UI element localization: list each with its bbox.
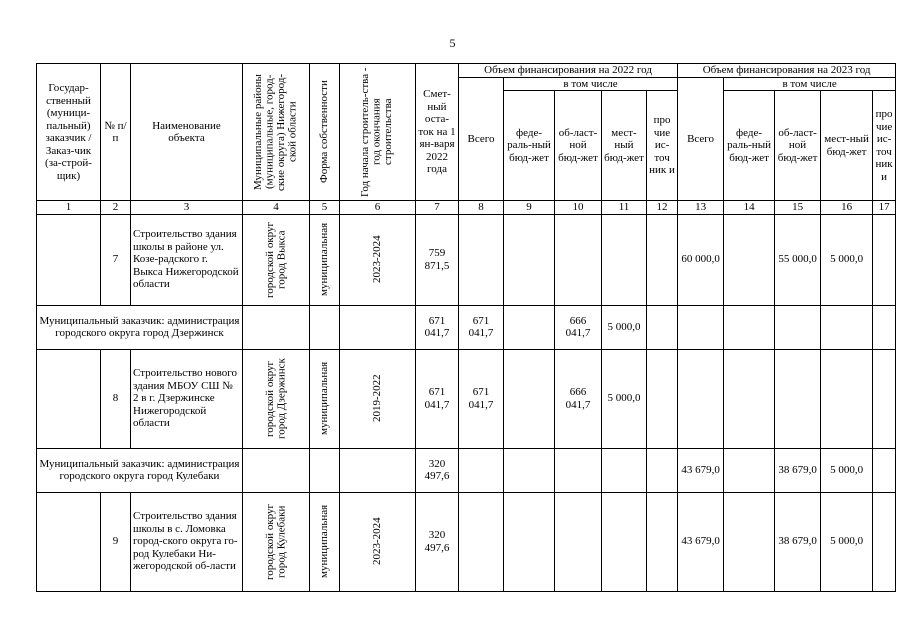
financing-value-l23: 5 000,0 — [821, 214, 873, 305]
header-total-2023: Всего — [678, 77, 724, 201]
column-number: 14 — [724, 201, 775, 215]
column-number: 2 — [101, 201, 131, 215]
header-fin-2022: Объем финансирования на 2022 год — [459, 64, 678, 78]
financing-value-o22 — [647, 305, 678, 349]
header-ownership: Форма собственности — [310, 64, 340, 201]
financing-value-o22 — [647, 448, 678, 492]
financing-value-r23 — [775, 305, 821, 349]
header-object-name: Наименование объекта — [131, 64, 243, 201]
financing-value-f22 — [504, 349, 555, 448]
object-years-text: 2023-2024 — [370, 517, 383, 566]
column-number: 4 — [243, 201, 310, 215]
object-years — [340, 214, 416, 305]
header-districts: Муниципальные районы (муниципальные, город-ские округа) Нижегород-ской области — [243, 64, 310, 201]
empty-cell — [243, 448, 310, 492]
customer-row — [37, 448, 896, 492]
financing-value-t22 — [459, 448, 504, 492]
object-district — [243, 214, 310, 305]
object-district — [243, 349, 310, 448]
column-number-row — [37, 201, 896, 215]
customer-row — [37, 305, 896, 349]
header-other-2022: про чие ис-точ ник и — [647, 91, 678, 201]
financing-value-r23 — [775, 349, 821, 448]
financing-value-t22: 671 041,7 — [459, 305, 504, 349]
financing-value-l23 — [821, 349, 873, 448]
financing-value-f23 — [724, 305, 775, 349]
financing-value-r23: 55 000,0 — [775, 214, 821, 305]
column-number: 10 — [555, 201, 602, 215]
customer-label: Муниципальный заказчик: администрация городского округа город Кулебаки — [37, 448, 243, 492]
customer-cell — [37, 492, 101, 591]
header-estimate: Смет-ный оста-ток на 1 ян-варя 2022 года — [416, 64, 459, 201]
financing-value-f23 — [724, 448, 775, 492]
financing-value-f23 — [724, 214, 775, 305]
column-number: 11 — [602, 201, 647, 215]
header-total-2022: Всего — [459, 77, 504, 201]
header-years: Год начала строитель-ства - год окончания строительства — [340, 64, 416, 201]
column-number: 15 — [775, 201, 821, 215]
financing-value-r23: 38 679,0 — [775, 448, 821, 492]
header-regional-2023: об-ласт-ной бюд-жет — [775, 91, 821, 201]
object-ownership-text: муниципальная — [317, 222, 330, 297]
financing-value-l23 — [821, 305, 873, 349]
header-federal-2023: феде-раль-ный бюд-жет — [724, 91, 775, 201]
header-including-2023: в том числе — [724, 77, 896, 91]
object-name: Строительство нового здания МБОУ СШ № 2 в г. Дзержинске Нижегородской области — [131, 349, 243, 448]
empty-cell — [310, 448, 340, 492]
object-district-text: городской округ город Кулебаки — [263, 503, 287, 580]
financing-value-l22: 5 000,0 — [602, 305, 647, 349]
column-number: 12 — [647, 201, 678, 215]
customer-label: Муниципальный заказчик: администрация городского округа город Дзержинск — [37, 305, 243, 349]
financing-value-o22 — [647, 349, 678, 448]
column-number: 3 — [131, 201, 243, 215]
financing-value-t23: 43 679,0 — [678, 448, 724, 492]
object-ownership-text: муниципальная — [317, 361, 330, 436]
empty-cell — [340, 305, 416, 349]
object-district — [243, 492, 310, 591]
financing-value-o23 — [873, 349, 896, 448]
object-row — [37, 492, 896, 591]
object-number: 7 — [101, 214, 131, 305]
header-local-2023: мест-ный бюд-жет — [821, 91, 873, 201]
column-number: 1 — [37, 201, 101, 215]
object-ownership — [310, 214, 340, 305]
financing-value-t22 — [459, 214, 504, 305]
financing-value-o23 — [873, 214, 896, 305]
financing-table — [36, 63, 896, 592]
header-other-2023: про чие ис-точ ник и — [873, 91, 896, 201]
financing-value-t23: 43 679,0 — [678, 492, 724, 591]
financing-value-f23 — [724, 349, 775, 448]
object-row — [37, 349, 896, 448]
header-fin-2023: Объем финансирования на 2023 год — [678, 64, 896, 78]
estimate-value: 671 041,7 — [416, 349, 459, 448]
estimate-value: 759 871,5 — [416, 214, 459, 305]
financing-value-f22 — [504, 492, 555, 591]
financing-value-r22: 666 041,7 — [555, 349, 602, 448]
financing-value-l22: 5 000,0 — [602, 349, 647, 448]
object-ownership-text: муниципальная — [317, 504, 330, 579]
financing-value-o23 — [873, 448, 896, 492]
financing-value-o22 — [647, 492, 678, 591]
object-row — [37, 214, 896, 305]
financing-value-t23: 60 000,0 — [678, 214, 724, 305]
object-name: Строительство здания школы в районе ул. Козе-радского г. Выкса Нижегородской области — [131, 214, 243, 305]
page-number: 5 — [449, 36, 456, 50]
financing-value-f22 — [504, 305, 555, 349]
column-number: 7 — [416, 201, 459, 215]
column-number: 9 — [504, 201, 555, 215]
financing-value-t23 — [678, 349, 724, 448]
header-local-2022: мест-ный бюд-жет — [602, 91, 647, 201]
financing-value-l22 — [602, 214, 647, 305]
financing-value-t23 — [678, 305, 724, 349]
header-num: № п/п — [101, 64, 131, 201]
empty-cell — [340, 448, 416, 492]
column-number: 17 — [873, 201, 896, 215]
financing-value-r22: 666 041,7 — [555, 305, 602, 349]
financing-value-r22 — [555, 214, 602, 305]
financing-value-l22 — [602, 492, 647, 591]
object-district-text: городской округ город Выкса — [263, 221, 287, 298]
object-ownership — [310, 349, 340, 448]
object-number: 8 — [101, 349, 131, 448]
financing-value-o22 — [647, 214, 678, 305]
empty-cell — [310, 305, 340, 349]
object-years — [340, 492, 416, 591]
estimate-value: 320 497,6 — [416, 492, 459, 591]
estimate-value: 671 041,7 — [416, 305, 459, 349]
object-district-text: городской округ город Дзержинск — [263, 358, 287, 439]
column-number: 5 — [310, 201, 340, 215]
object-name: Строительство здания школы в с. Ломовка город-ского округа го-род Кулебаки Ни-жегородской об-ласти — [131, 492, 243, 591]
header-regional-2022: об-ласт-ной бюд-жет — [555, 91, 602, 201]
financing-value-f22 — [504, 214, 555, 305]
financing-value-o23 — [873, 492, 896, 591]
object-years — [340, 349, 416, 448]
header-customer: Государ-ственный (муници-пальный) заказчик / Заказ-чик (за-строй-щик) — [37, 64, 101, 201]
financing-value-t22: 671 041,7 — [459, 349, 504, 448]
object-years-text: 2019-2022 — [370, 374, 383, 423]
column-number: 8 — [459, 201, 504, 215]
financing-value-l23: 5 000,0 — [821, 492, 873, 591]
object-number: 9 — [101, 492, 131, 591]
column-number: 16 — [821, 201, 873, 215]
header-federal-2022: феде-раль-ный бюд-жет — [504, 91, 555, 201]
estimate-value: 320 497,6 — [416, 448, 459, 492]
customer-cell — [37, 349, 101, 448]
financing-value-t22 — [459, 492, 504, 591]
financing-value-r22 — [555, 448, 602, 492]
financing-value-f23 — [724, 492, 775, 591]
header-including-2022: в том числе — [504, 77, 678, 91]
financing-value-l23: 5 000,0 — [821, 448, 873, 492]
financing-value-r22 — [555, 492, 602, 591]
object-years-text: 2023-2024 — [370, 235, 383, 284]
financing-value-o23 — [873, 305, 896, 349]
financing-value-r23: 38 679,0 — [775, 492, 821, 591]
column-number: 6 — [340, 201, 416, 215]
column-number: 13 — [678, 201, 724, 215]
financing-value-f22 — [504, 448, 555, 492]
empty-cell — [243, 305, 310, 349]
financing-value-l22 — [602, 448, 647, 492]
customer-cell — [37, 214, 101, 305]
object-ownership — [310, 492, 340, 591]
header-row-1 — [37, 64, 896, 78]
